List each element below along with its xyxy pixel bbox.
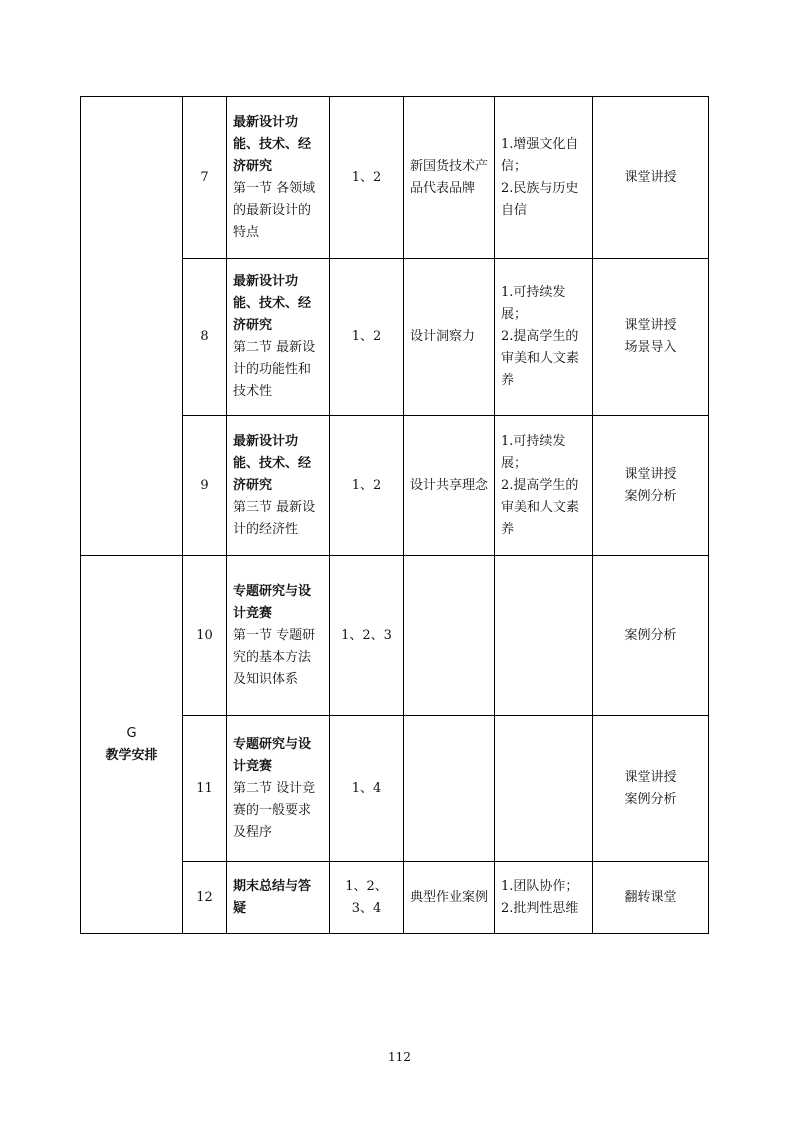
topic-subsection: 第二节 最新设计的功能性和技术性 [233,340,316,399]
table-row [81,556,709,716]
ideology-cell: 设计共享理念 [404,416,495,556]
content-cell [227,416,330,556]
objectives-cell: 1、2 [330,97,404,259]
page-number: 112 [388,1050,411,1064]
ideology-cell: 典型作业案例 [404,862,495,934]
schedule-table [80,96,709,934]
topic-subsection: 第二节 设计竞赛的一般要求及程序 [233,780,316,840]
goals-cell [495,862,593,934]
week-cell: 12 [183,862,227,934]
ideology-cell: 新国货技术产品代表品牌 [404,97,495,259]
method-cell [593,716,709,862]
goals-cell [495,716,593,862]
content-cell [227,97,330,259]
section-name: 教学安排 [105,747,158,763]
method-item: 案例分析 [624,488,677,504]
content-cell [227,259,330,416]
topic-subsection: 第一节 各领域的最新设计的特点 [233,180,316,240]
method-cell [593,259,709,416]
method-item: 课堂讲授 [624,466,677,482]
content-cell [227,716,330,862]
week-cell: 11 [183,716,227,862]
topic-title: 专题研究与设计竞赛 [233,583,312,621]
method-cell [593,416,709,556]
goal-item: 1.团队协作； [501,878,579,894]
content-cell [227,862,330,934]
topic-subsection: 第三节 最新设计的经济性 [233,499,316,537]
goal-item: 2.批判性思维 [501,900,579,916]
method-cell [593,556,709,716]
goals-cell [495,556,593,716]
objectives-cell: 1、2 [330,416,404,556]
goals-cell [495,259,593,416]
goals-cell [495,416,593,556]
method-cell [593,862,709,934]
topic-subsection: 第一节 专题研究的基本方法及知识体系 [233,627,316,687]
section-label-cell [81,556,183,934]
method-item: 案例分析 [624,627,677,643]
method-item: 课堂讲授 [624,318,677,333]
topic-title: 期末总结与答疑 [233,878,312,916]
goal-item: 1.可持续发展； [501,285,566,322]
goal-item: 2.提高学生的审美和人文素养 [501,477,580,537]
section-code: G [126,725,137,741]
week-cell: 8 [183,259,227,416]
week-cell: 7 [183,97,227,259]
topic-title: 专题研究与设计竞赛 [233,736,312,774]
goals-cell [495,97,593,259]
content-cell [227,556,330,716]
method-item: 课堂讲授 [624,769,677,785]
section-cell-blank [81,97,183,556]
ideology-cell [404,716,495,862]
objectives-cell: 1、2 [330,259,404,416]
goal-item: 2.提高学生的审美和人文素养 [501,329,580,388]
ideology-cell [404,556,495,716]
topic-title: 最新设计功能、技术、经济研究 [233,433,312,493]
goal-item: 2.民族与历史自信 [501,180,579,218]
method-cell [593,97,709,259]
method-item: 场景导入 [624,340,677,355]
goal-item: 1.增强文化自信； [501,136,579,174]
ideology-cell: 设计洞察力 [404,259,495,416]
goal-item: 1.可持续发展； [501,433,566,471]
method-item: 课堂讲授 [624,169,677,185]
topic-title: 最新设计功能、技术、经济研究 [233,274,312,333]
method-item: 翻转课堂 [624,889,677,905]
table-row [81,97,709,259]
objectives-cell: 1、2、3 [330,556,404,716]
topic-title: 最新设计功能、技术、经济研究 [233,114,312,174]
week-cell: 9 [183,416,227,556]
method-item: 案例分析 [624,791,677,807]
week-cell: 10 [183,556,227,716]
objectives-cell: 1、4 [330,716,404,862]
objectives-cell: 1、2、3、4 [330,862,404,934]
